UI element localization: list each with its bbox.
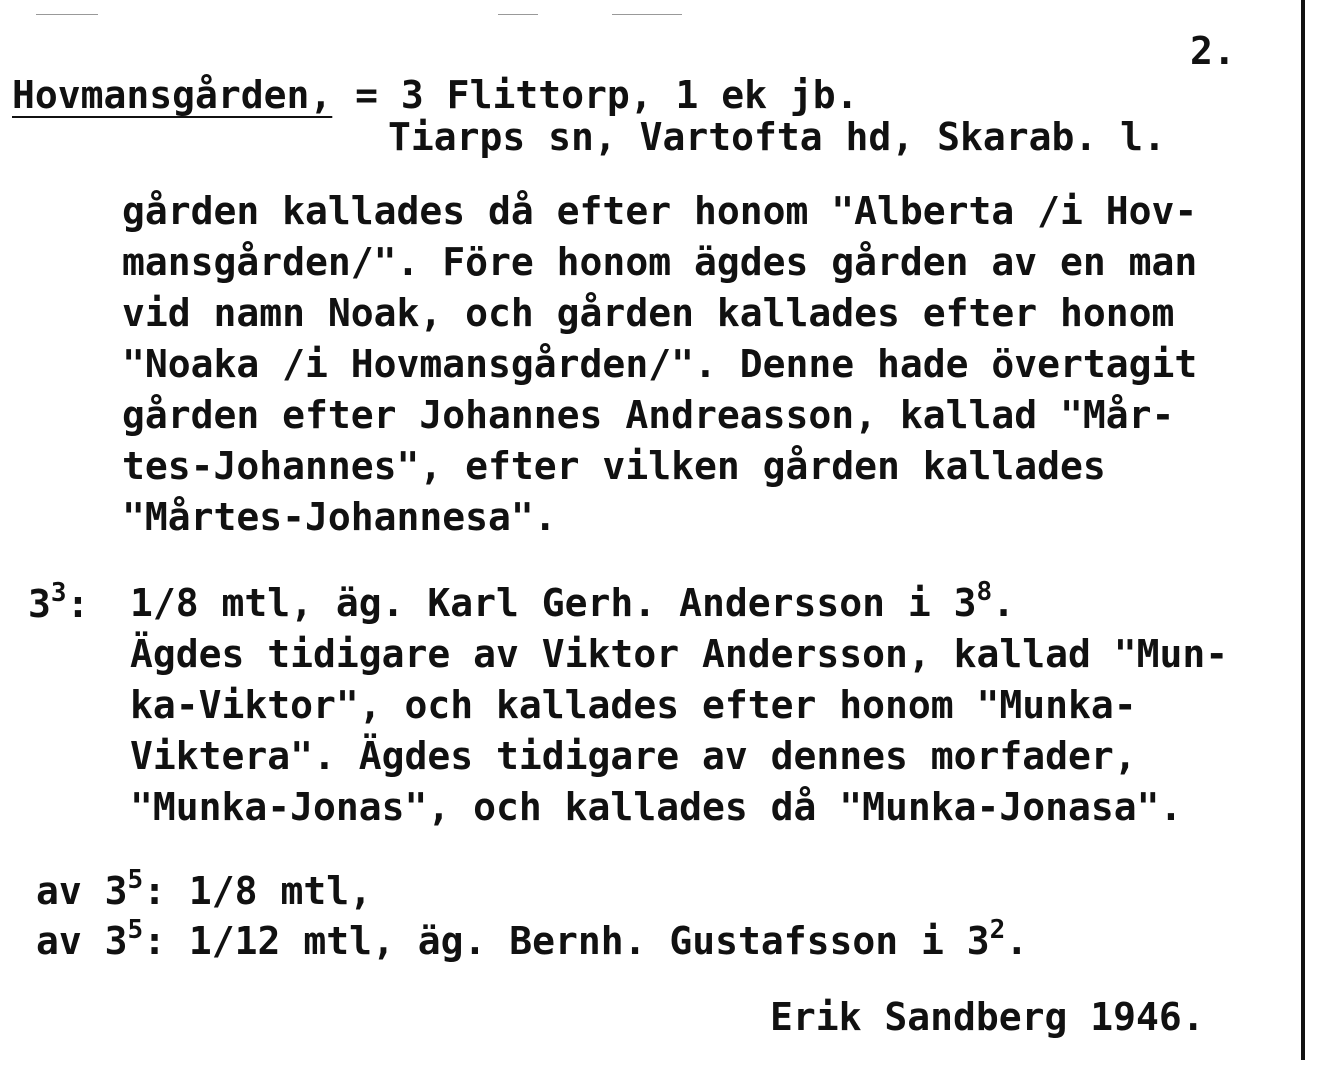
scan-artifact [612,14,682,15]
page-number: 2. [1190,29,1236,73]
scan-artifact [36,14,98,15]
entry-first-line-end: . [992,581,1016,625]
card-edge [1301,0,1305,1060]
text-line: "Mårtes-Johannesa". [122,495,557,539]
entry-first-line [130,578,1228,629]
share-prefix: av 3 [36,869,128,913]
entry-first-line-sup: 8 [976,577,993,607]
text-line: "Munka-Jonas", och kallades då "Munka-Jonasa". [130,785,1183,829]
scan-artifact [498,14,538,15]
intro-paragraph [122,186,1197,543]
text-line: mansgården/". Före honom ägdes gården av en man [122,240,1198,284]
share-end-sup: 2 [989,915,1006,945]
share-text: : 1/12 mtl, äg. Bernh. Gustafsson i 3 [143,919,990,963]
location-line: Tiarps sn, Vartofta hd, Skarab. l. [388,115,1166,159]
signature: Erik Sandberg 1946. [770,995,1205,1039]
entry-label-base: 3 [28,582,51,626]
text-line: Viktera". Ägdes tidigare av dennes morfader, [130,734,1137,778]
share-line [36,915,1029,963]
share-line [36,865,372,913]
entry-label [28,578,90,626]
entry-paragraph [130,578,1228,833]
share-sup: 5 [127,915,144,945]
entry-label-sup: 3 [50,578,67,608]
share-sup: 5 [127,865,144,895]
text-line: vid namn Noak, och gården kallades efter honom [122,291,1175,335]
text-line: tes-Johannes", efter vilken gården kallades [122,444,1106,488]
text-line: gården efter Johannes Andreasson, kallad "Mår- [122,393,1175,437]
place-title: Hovmansgården, [12,73,333,117]
text-line: ka-Viktor", och kallades efter honom "Munka- [130,683,1137,727]
share-text: : 1/8 mtl, [143,869,372,913]
text-line: "Noaka /i Hovmansgården/". Denne hade övertagit [122,342,1198,386]
text-line: gården kallades då efter honom "Alberta /i Hov- [122,189,1198,233]
entry-label-colon: : [66,582,90,626]
text-line: Ägdes tidigare av Viktor Andersson, kallad "Mun- [130,632,1229,676]
share-end: . [1005,919,1029,963]
entry-first-line-text: 1/8 mtl, äg. Karl Gerh. Andersson i 3 [130,581,977,625]
place-designation: = 3 Flittorp, 1 ek jb. [332,73,859,117]
share-prefix: av 3 [36,919,128,963]
header-line [12,73,859,117]
